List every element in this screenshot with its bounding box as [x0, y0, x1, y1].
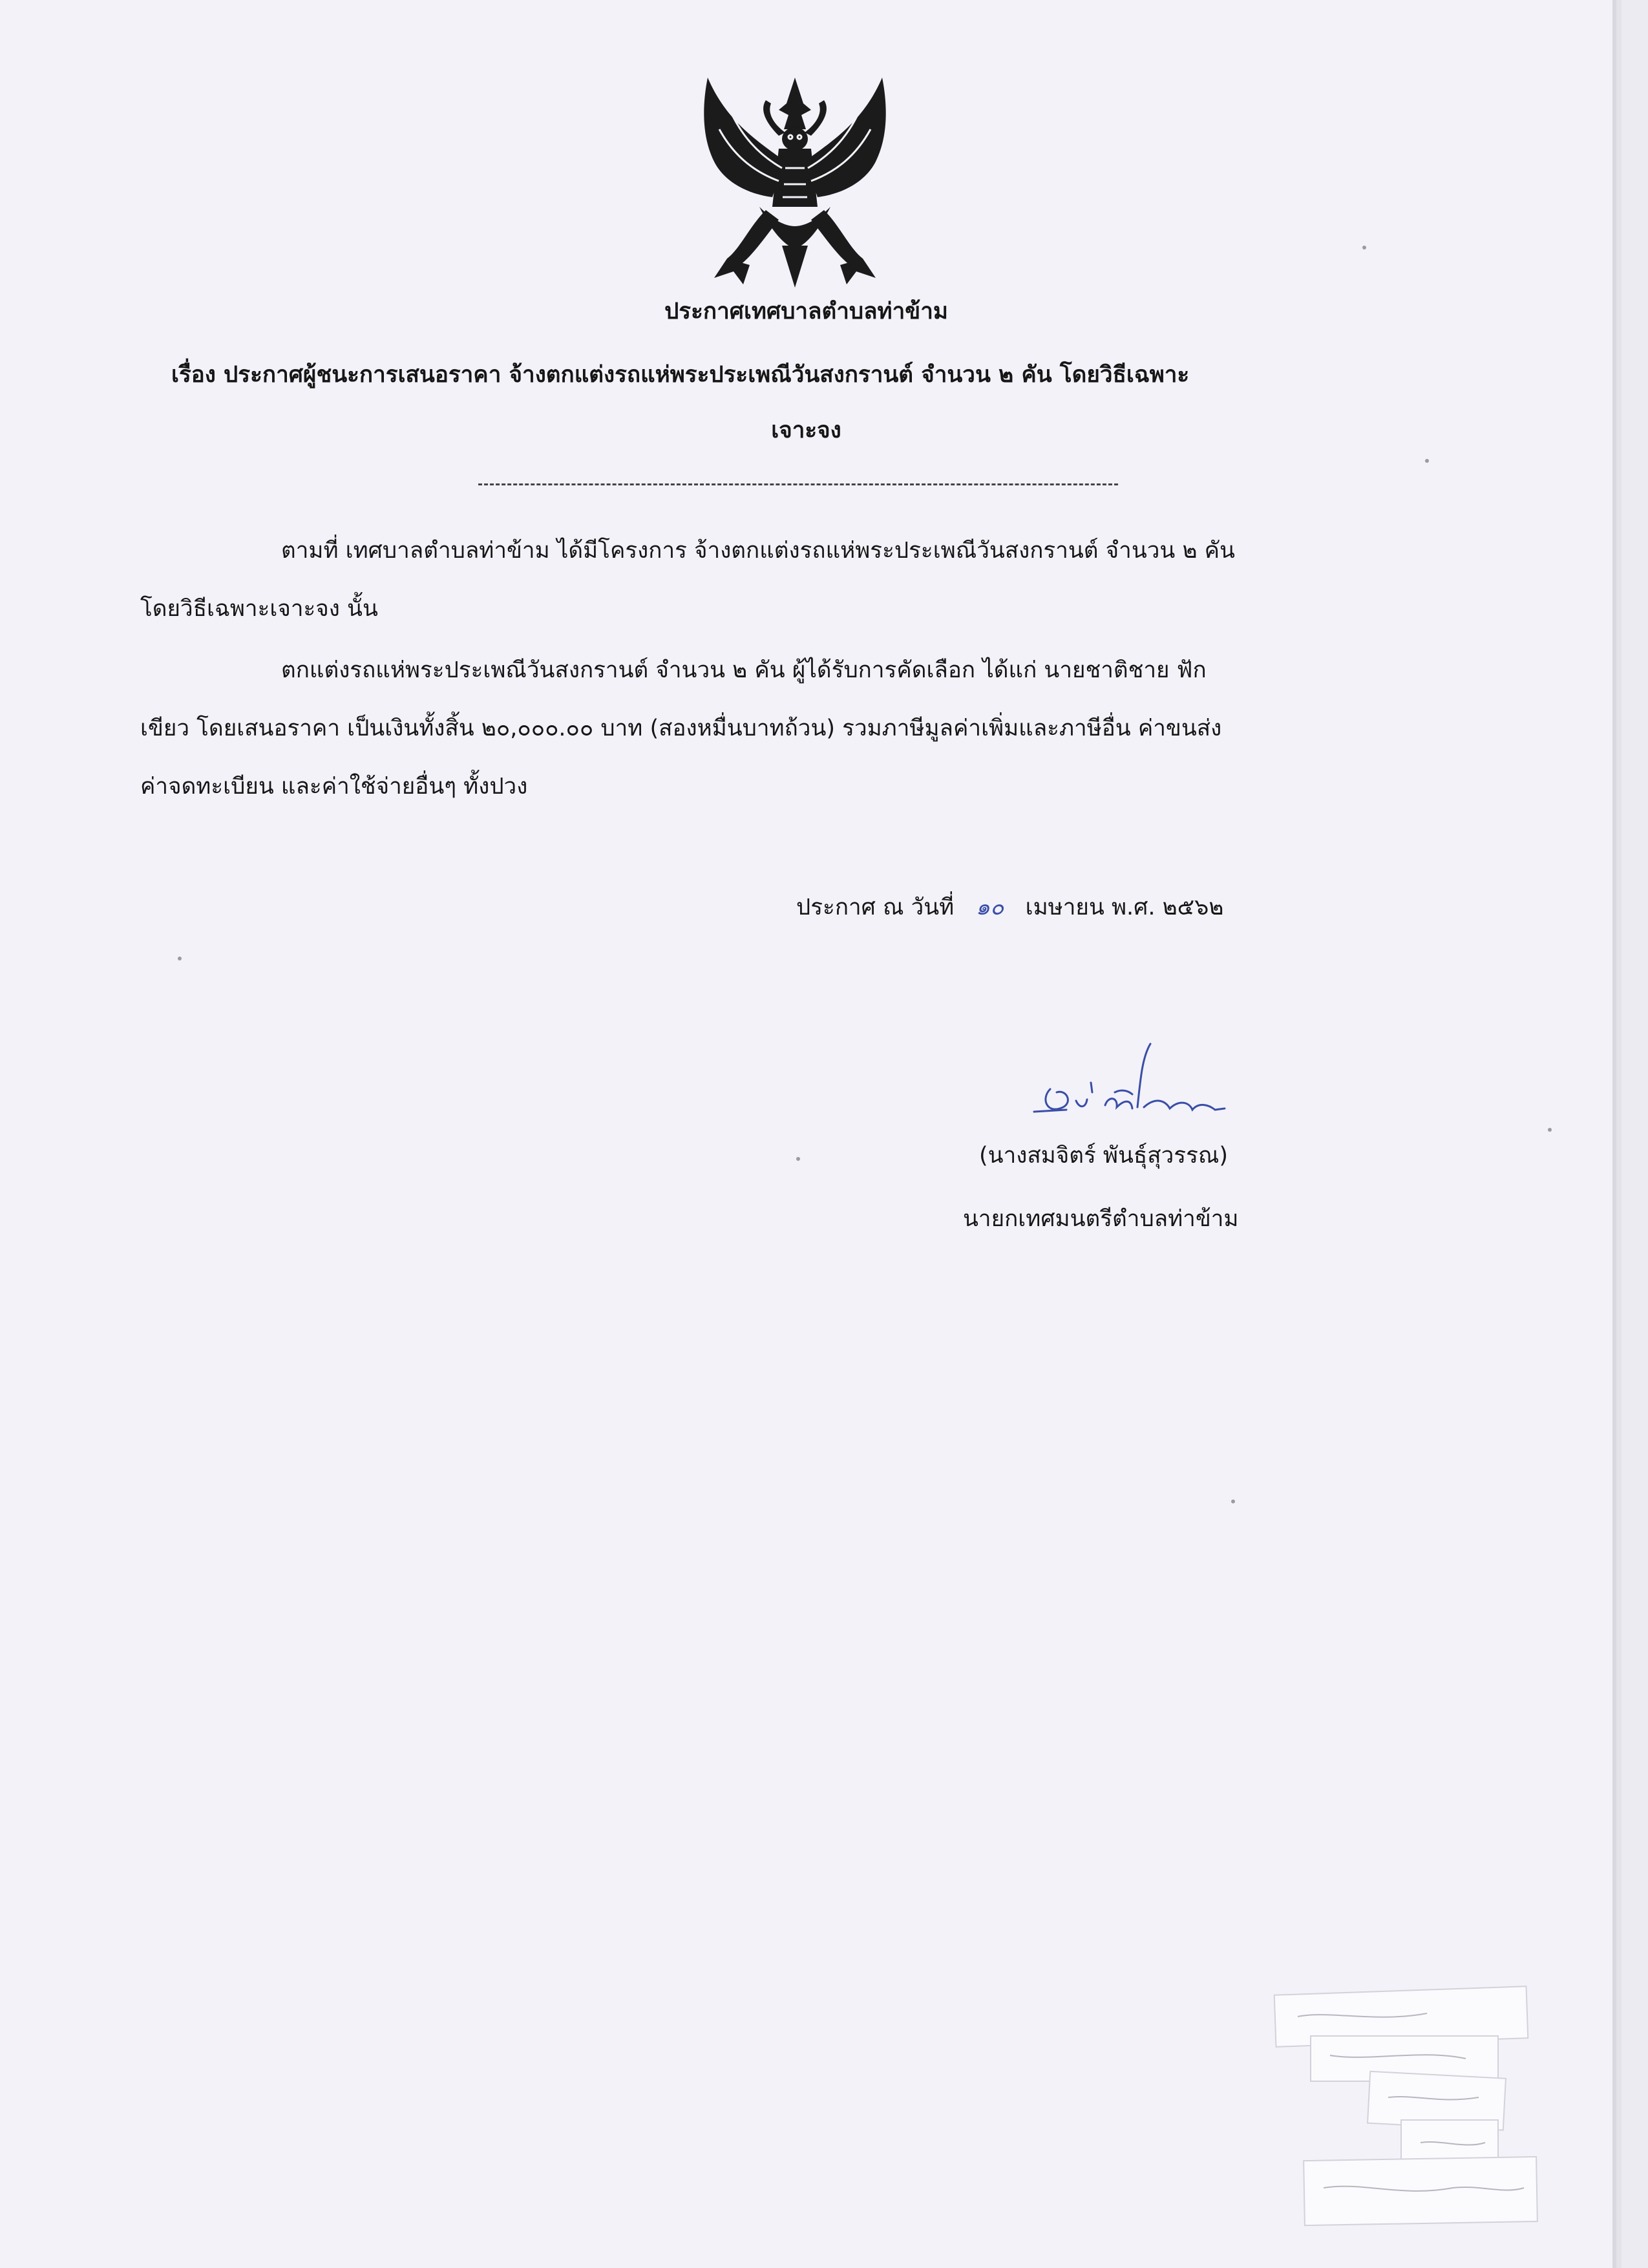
paper-speck — [178, 957, 182, 960]
paragraph-2-line-2: เขียว โดยเสนอราคา เป็นเงินทั้งสิ้น ๒๐,๐๐๐.๐๐ บาท (สองหมื่นบาทถ้วน) รวมภาษีมูลค่าเพิ่มและภาษีอื่น ค่าขนส่ง — [140, 715, 1222, 741]
signer-name: (นางสมจิตร์ พันธุ์สุวรรณ) — [979, 1143, 1229, 1169]
paper-speck — [1231, 1500, 1235, 1503]
paragraph-1-line-2: โดยวิธีเฉพาะเจาะจง นั้น — [140, 596, 378, 622]
paragraph-1-line-1: ตามที่ เทศบาลตำบลท่าข้าม ได้มีโครงการ จ้างตกแต่งรถแห่พระประเพณีวันสงกรานต์ จำนวน ๒ คัน — [281, 538, 1235, 564]
paper-speck — [1362, 246, 1366, 249]
paragraph-2-line-1: ตกแต่งรถแห่พระประเพณีวันสงกรานต์ จำนวน ๒ คัน ผู้ได้รับการคัดเลือก ได้แก่ นายชาติชาย ฟัก — [281, 657, 1207, 683]
date-prefix: ประกาศ ณ วันที่ — [796, 895, 955, 920]
faded-stamp — [1272, 1965, 1543, 2236]
signer-position: นายกเทศมนตรีตำบลท่าข้าม — [963, 1206, 1239, 1232]
handwritten-signature — [1028, 1037, 1234, 1121]
announcement-date — [796, 888, 1223, 927]
paper-speck — [796, 1157, 800, 1161]
date-month-year: เมษายน พ.ศ. ๒๕๖๒ — [1025, 895, 1224, 920]
date-day-handwritten: ๑๐ — [975, 895, 1004, 920]
subject-line-continued: เจาะจง — [771, 418, 841, 443]
paragraph-2-line-3: ค่าจดทะเบียน และค่าใช้จ่ายอื่นๆ ทั้งปวง — [140, 774, 528, 800]
announcement-title: ประกาศเทศบาลตำบลท่าข้าม — [664, 299, 948, 324]
paper-speck — [1425, 459, 1429, 463]
divider-line — [478, 483, 1118, 485]
paper-speck — [1548, 1128, 1552, 1132]
garuda-emblem-icon — [688, 65, 902, 297]
subject-line: เรื่อง ประกาศผู้ชนะการเสนอราคา จ้างตกแต่งรถแห่พระประเพณีวันสงกรานต์ จำนวน ๒ คัน โดยวิธีเฉพาะ — [171, 362, 1190, 388]
